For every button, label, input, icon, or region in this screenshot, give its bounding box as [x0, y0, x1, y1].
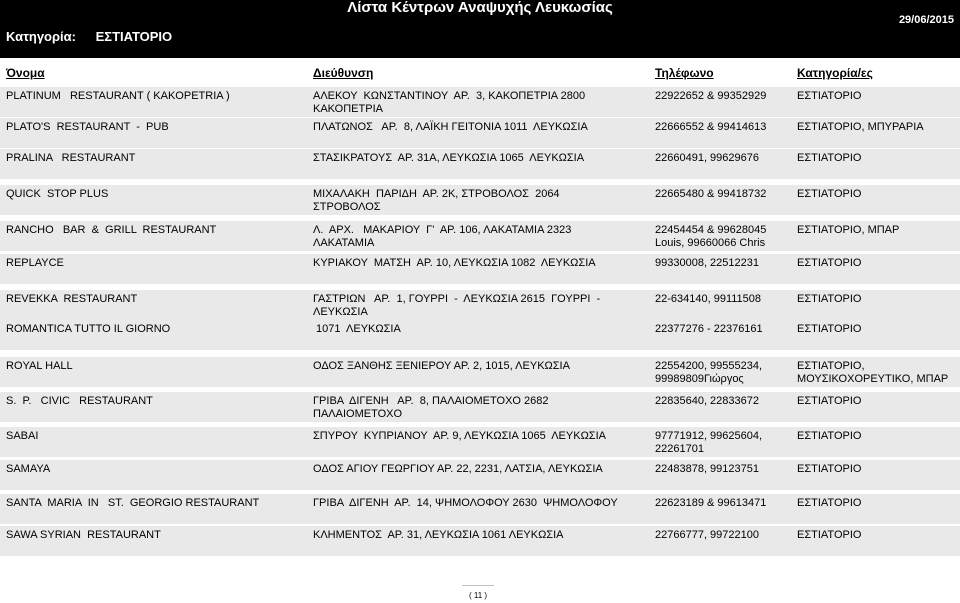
name-cell-line: SAMAYA [6, 463, 51, 475]
table-row [0, 460, 960, 490]
address-cell [313, 360, 643, 373]
address-cell [313, 90, 643, 116]
address-cell-line: ΛΑΚΑΤΑΜΙΑ [313, 237, 375, 249]
column-header-category: Κατηγορία/ες [797, 66, 873, 80]
phone-cell [655, 121, 790, 134]
phone-cell-line: 22666552 & 99414613 [655, 121, 767, 133]
address-cell [313, 529, 643, 542]
table-row [0, 149, 960, 179]
name-cell-line: REPLAYCE [6, 257, 64, 269]
phone-cell [655, 463, 790, 476]
phone-cell-line: 99989809Γιώργος [655, 373, 744, 385]
address-cell [313, 395, 643, 421]
column-header-address: Διεύθυνση [313, 66, 374, 80]
address-cell [313, 430, 643, 443]
phone-cell [655, 395, 790, 408]
address-cell-line: ΜΙΧΑΛΑΚΗ ΠΑΡΙΔΗ ΑΡ. 2Κ, ΣΤΡΟΒΟΛΟΣ 2064 [313, 188, 560, 200]
table-row [0, 118, 960, 148]
category-cell-line: ΕΣΤΙΑΤΟΡΙΟ [797, 497, 862, 509]
name-cell-line: REVEKKA RESTAURANT [6, 293, 138, 305]
category-cell-line: ΕΣΤΙΑΤΟΡΙΟ, ΜΠΥΡΑΡΙΑ [797, 121, 924, 133]
category-label: Κατηγορία: [6, 29, 76, 44]
table-row [0, 427, 960, 457]
address-cell-line: ΠΛΑΤΩΝΟΣ ΑΡ. 8, ΛΑΪΚΗ ΓΕΙΤΟΝΙΑ 1011 ΛΕΥΚΩΣΙΑ [313, 121, 588, 133]
name-cell [6, 224, 296, 237]
category-cell [797, 360, 957, 386]
name-cell-line: ROMANTICA TUTTO IL GIORNO [6, 323, 171, 335]
phone-cell [655, 224, 790, 250]
address-cell-line: ΚΑΚΟΠΕΤΡΙΑ [313, 103, 383, 115]
address-cell [313, 323, 643, 336]
phone-cell [655, 152, 790, 165]
category-cell-line: ΕΣΤΙΑΤΟΡΙΟ [797, 293, 862, 305]
name-cell-line: PRALINA RESTAURANT [6, 152, 136, 164]
name-cell [6, 463, 296, 476]
phone-cell [655, 529, 790, 542]
phone-cell-line: 22623189 & 99613471 [655, 497, 767, 509]
phone-cell [655, 293, 790, 306]
phone-cell [655, 323, 790, 336]
header-banner [0, 0, 960, 58]
name-cell-line: ROYAL HALL [6, 360, 73, 372]
phone-cell-line: 22922652 & 99352929 [655, 90, 767, 102]
address-cell-line: ΟΔΟΣ ΞΑΝΘΗΣ ΞΕΝΙΕΡΟΥ ΑΡ. 2, 1015, ΛΕΥΚΩΣΙΑ [313, 360, 570, 372]
address-cell [313, 188, 643, 214]
address-cell [313, 463, 643, 476]
page-number: ( 11 ) [462, 585, 494, 600]
address-cell [313, 121, 643, 134]
name-cell [6, 90, 296, 103]
phone-cell [655, 360, 790, 386]
address-cell [313, 497, 643, 510]
address-cell-line: ΓΑΣΤΡΙΩΝ ΑΡ. 1, ΓΟΥΡΡΙ - ΛΕΥΚΩΣΙΑ 2615 ΓΟΥΡΡΙ - [313, 293, 601, 305]
phone-cell [655, 90, 790, 103]
name-cell [6, 395, 296, 408]
phone-cell-line: Louis, 99660066 Chris [655, 237, 766, 249]
category-cell [797, 463, 957, 476]
table-row [0, 87, 960, 117]
report-date: 29/06/2015 [898, 14, 954, 26]
phone-cell-line: 22665480 & 99418732 [655, 188, 767, 200]
table-row [0, 357, 960, 387]
phone-cell-line: 99330008, 22512231 [655, 257, 759, 269]
table-row [0, 392, 960, 422]
category-cell-line: ΕΣΤΙΑΤΟΡΙΟ [797, 463, 862, 475]
category-cell-line: ΕΣΤΙΑΤΟΡΙΟ [797, 323, 862, 335]
phone-cell-line: 22454454 & 99628045 [655, 224, 767, 236]
category-cell-line: ΕΣΤΙΑΤΟΡΙΟ [797, 152, 862, 164]
category-cell [797, 497, 957, 510]
category-cell-line: ΕΣΤΙΑΤΟΡΙΟ, [797, 360, 865, 372]
name-cell-line: SAWA SYRIAN RESTAURANT [6, 529, 161, 541]
category-cell-line: ΕΣΤΙΑΤΟΡΙΟ [797, 430, 862, 442]
name-cell-line: S. P. CIVIC RESTAURANT [6, 395, 153, 407]
address-cell-line: ΟΔΟΣ ΑΓΙΟΥ ΓΕΩΡΓΙΟΥ ΑΡ. 22, 2231, ΛΑΤΣΙΑ, ΛΕΥΚΩΣΙΑ [313, 463, 603, 475]
phone-cell-line: 22660491, 99629676 [655, 152, 759, 164]
table-row [0, 320, 960, 350]
table-row [0, 254, 960, 284]
phone-cell-line: 22554200, 99555234, [655, 360, 763, 372]
category-cell-line: ΕΣΤΙΑΤΟΡΙΟ [797, 395, 862, 407]
name-cell-line: RANCHO BAR & GRILL RESTAURANT [6, 224, 217, 236]
category-cell [797, 121, 957, 134]
phone-cell-line: 22261701 [655, 443, 704, 455]
name-cell [6, 121, 296, 134]
category-value: ΕΣΤΙΑΤΟΡΙΟ [95, 29, 173, 44]
phone-cell-line: 22766777, 99722100 [655, 529, 759, 541]
category-cell [797, 430, 957, 443]
name-cell-line: QUICK STOP PLUS [6, 188, 109, 200]
category-cell-line: ΕΣΤΙΑΤΟΡΙΟ [797, 529, 862, 541]
name-cell-line: PLATINUM RESTAURANT ( KAKOPETRIA ) [6, 90, 230, 102]
column-header-name: Όνομα [6, 66, 45, 80]
category-cell-line: ΕΣΤΙΑΤΟΡΙΟ [797, 188, 862, 200]
name-cell [6, 188, 296, 201]
category-cell-line: ΕΣΤΙΑΤΟΡΙΟ [797, 257, 862, 269]
category-cell-line: ΜΟΥΣΙΚΟΧΟΡΕΥΤΙΚΟ, ΜΠΑΡ [797, 373, 949, 385]
phone-cell [655, 188, 790, 201]
name-cell-line: PLATO'S RESTAURANT - PUB [6, 121, 169, 133]
phone-cell-line: 22-634140, 99111508 [655, 293, 762, 305]
category-cell [797, 293, 957, 306]
category-cell [797, 90, 957, 103]
phone-cell-line: 22483878, 99123751 [655, 463, 759, 475]
name-cell [6, 497, 296, 510]
address-cell-line: Λ. ΑΡΧ. ΜΑΚΑΡΙΟΥ Γ' ΑΡ. 106, ΛΑΚΑΤΑΜΙΑ 2323 [313, 224, 572, 236]
name-cell [6, 257, 296, 270]
address-cell-line: ΣΤΑΣΙΚΡΑΤΟΥΣ ΑΡ. 31Α, ΛΕΥΚΩΣΙΑ 1065 ΛΕΥΚΩΣΙΑ [313, 152, 585, 164]
address-cell [313, 293, 643, 319]
address-cell-line: ΣΤΡΟΒΟΛΟΣ [313, 201, 381, 213]
name-cell [6, 529, 296, 542]
address-cell [313, 224, 643, 250]
address-cell-line: ΣΠΥΡΟΥ ΚΥΠΡΙΑΝΟΥ ΑΡ. 9, ΛΕΥΚΩΣΙΑ 1065 ΛΕΥΚΩΣΙΑ [313, 430, 606, 442]
address-cell-line: 1071 ΛΕΥΚΩΣΙΑ [313, 323, 401, 335]
category-filter [6, 29, 172, 44]
address-cell-line: ΚΛΗΜΕΝΤΟΣ ΑΡ. 31, ΛΕΥΚΩΣΙΑ 1061 ΛΕΥΚΩΣΙΑ [313, 529, 564, 541]
category-cell [797, 188, 957, 201]
category-cell [797, 395, 957, 408]
name-cell-line: SANTA MARIA IN ST. GEORGIO RESTAURANT [6, 497, 260, 509]
table-row [0, 185, 960, 215]
table-row [0, 221, 960, 251]
address-cell-line: ΓΡΙΒΑ ΔΙΓΕΝΗ ΑΡ. 14, ΨΗΜΟΛΟΦΟΥ 2630 ΨΗΜΟΛΟΦΟΥ [313, 497, 618, 509]
name-cell-line: SABAI [6, 430, 39, 442]
address-cell-line: ΠΑΛΑΙΟΜΕΤΟΧΟ [313, 408, 403, 420]
table-row [0, 290, 960, 320]
name-cell [6, 293, 296, 306]
address-cell-line: ΛΕΥΚΩΣΙΑ [313, 306, 368, 318]
column-header-phone: Τηλέφωνο [655, 66, 714, 80]
phone-cell [655, 430, 790, 456]
phone-cell [655, 257, 790, 270]
category-cell [797, 323, 957, 336]
table-row [0, 494, 960, 524]
category-cell [797, 152, 957, 165]
category-cell [797, 224, 957, 237]
phone-cell [655, 497, 790, 510]
name-cell [6, 323, 296, 336]
category-cell [797, 529, 957, 542]
address-cell-line: ΑΛΕΚΟΥ ΚΩΝΣΤΑΝΤΙΝΟΥ ΑΡ. 3, ΚΑΚΟΠΕΤΡΙΑ 2800 [313, 90, 586, 102]
category-cell-line: ΕΣΤΙΑΤΟΡΙΟ, ΜΠΑΡ [797, 224, 900, 236]
address-cell [313, 257, 643, 270]
table-row [0, 526, 960, 556]
phone-cell-line: 22377276 - 22376161 [655, 323, 763, 335]
page-title: Λίστα Κέντρων Αναψυχής Λευκωσίας [347, 0, 613, 16]
address-cell-line: ΓΡΙΒΑ ΔΙΓΕΝΗ ΑΡ. 8, ΠΑΛΑΙΟΜΕΤΟΧΟ 2682 [313, 395, 549, 407]
name-cell [6, 430, 296, 443]
name-cell [6, 360, 296, 373]
category-cell-line: ΕΣΤΙΑΤΟΡΙΟ [797, 90, 862, 102]
address-cell-line: ΚΥΡΙΑΚΟΥ ΜΑΤΣΗ ΑΡ. 10, ΛΕΥΚΩΣΙΑ 1082 ΛΕΥΚΩΣΙΑ [313, 257, 596, 269]
phone-cell-line: 97771912, 99625604, [655, 430, 763, 442]
address-cell [313, 152, 643, 165]
name-cell [6, 152, 296, 165]
phone-cell-line: 22835640, 22833672 [655, 395, 759, 407]
category-cell [797, 257, 957, 270]
